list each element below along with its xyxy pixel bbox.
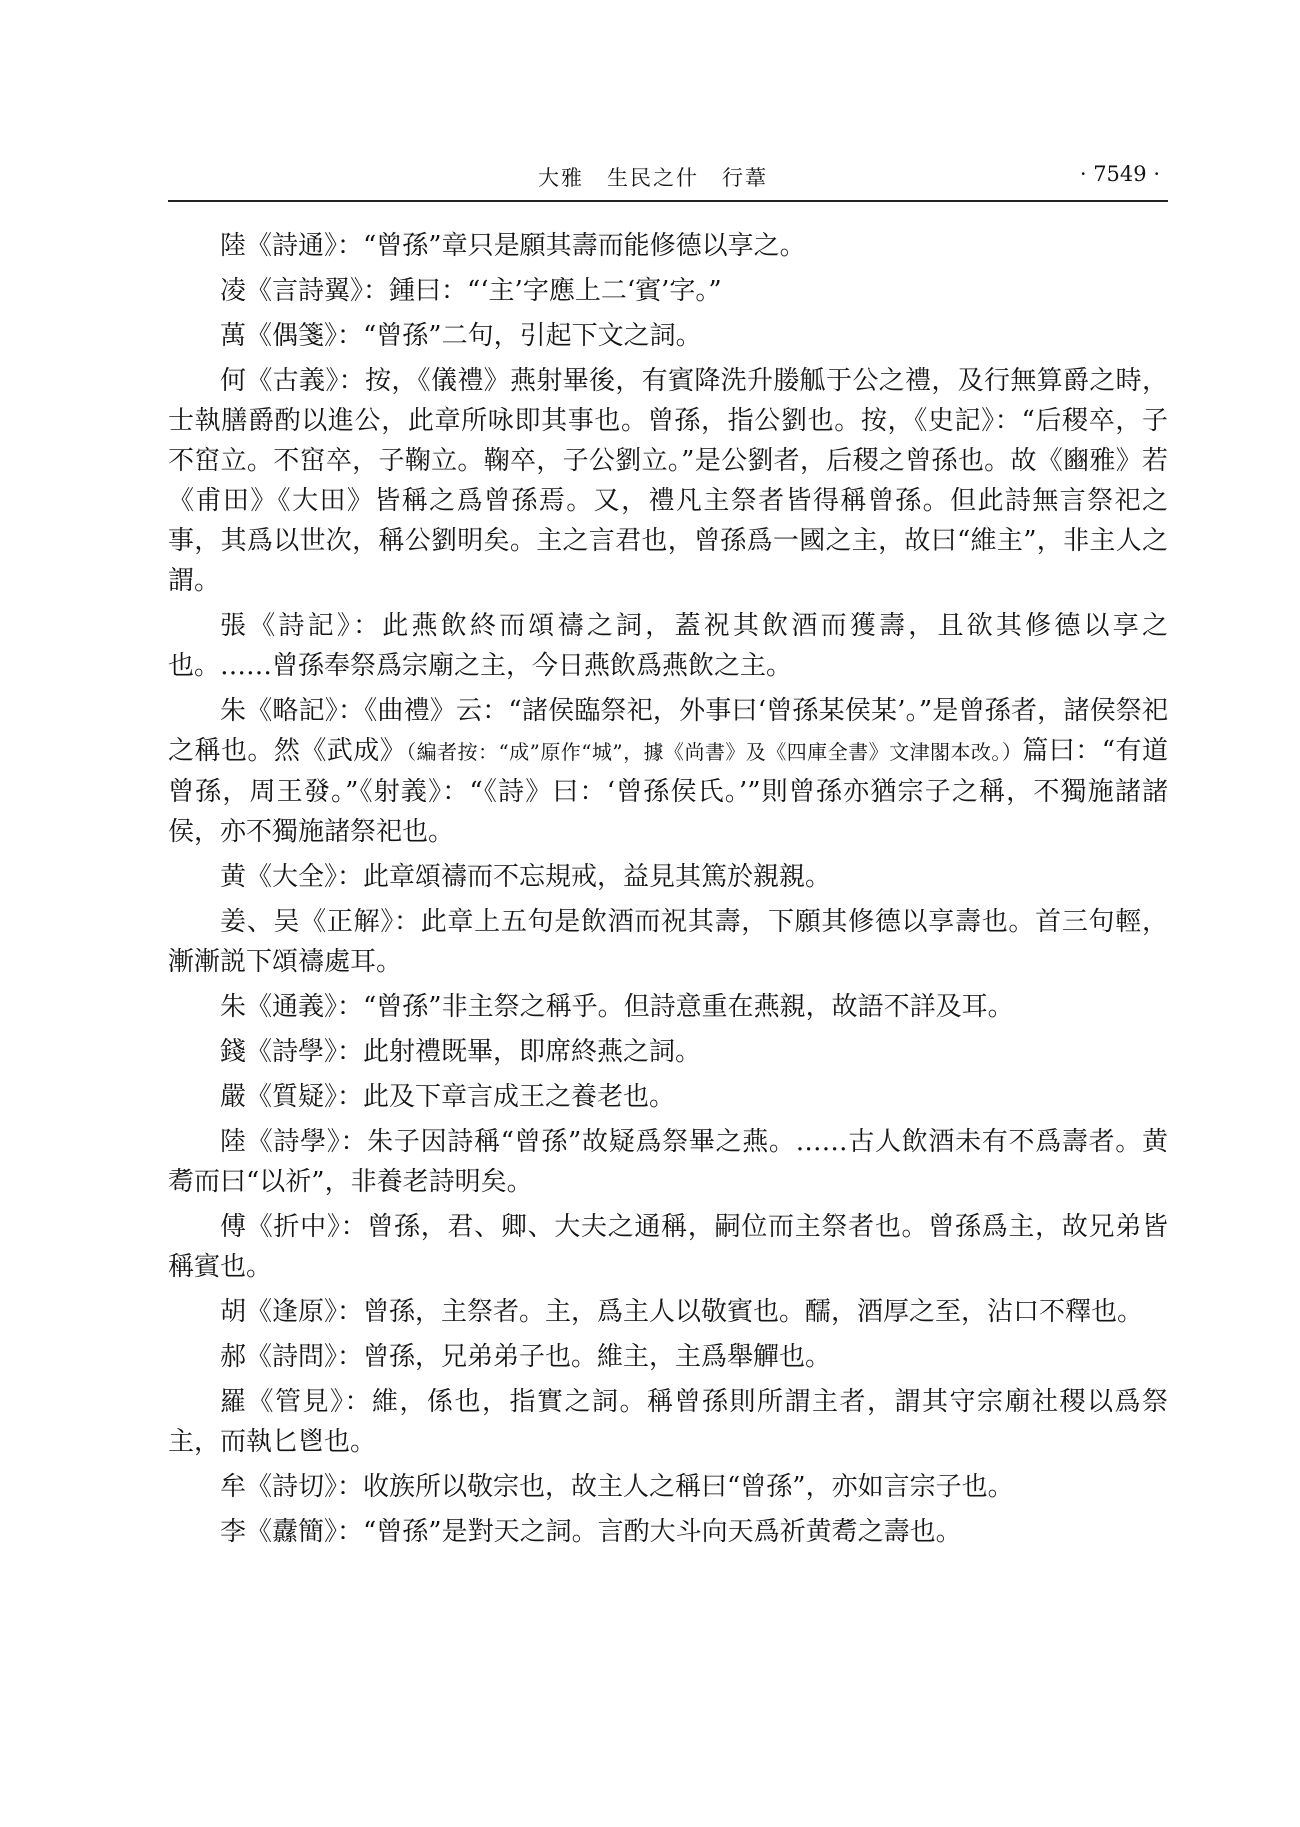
paragraph-text: 朱《略記》：《曲禮》云：“諸侯臨祭祀，外事曰‘曾孫某侯某’。”是曾孫者，諸侯祭祀之稱也。然《武成》 <box>168 696 1168 766</box>
commentary-paragraph: 何《古義》：按，《儀禮》燕射畢後，有賓降洗升媵觚于公之禮，及行無算爵之時，士執膳爵酌以進公，此章所咏即其事也。曾孫，指公劉也。按，《史記》：“后稷卒，子不窋立。不窋卒，子鞠立。鞠卒，子公劉立。”是公劉者，后稷之曾孫也。故《豳雅》若《甫田》《大田》皆稱之爲曾孫焉。又，禮凡主祭者皆得稱曾孫。但此詩無言祭祀之事，其爲以世次，稱公劉明矣。主之言君也，曾孫爲一國之主，故曰“維主”，非主人之謂。 <box>168 366 1168 596</box>
commentary-paragraph: 郝《詩問》：曾孫，兄弟弟子也。維主，主爲舉觶也。 <box>220 1342 832 1372</box>
running-header <box>168 162 1168 202</box>
commentary-paragraph: 黄《大全》：此章頌禱而不忘規戒，益見其篤於親親。 <box>220 862 832 892</box>
section-title: 大雅 生民之什 行葦 <box>538 166 768 190</box>
commentary-paragraph: 朱《通義》：“曾孫”非主祭之稱乎。但詩意重在燕親，故語不詳及耳。 <box>220 992 1014 1022</box>
header-rule <box>168 200 1168 202</box>
commentary-body <box>168 226 1168 1557</box>
page-number: · 7549 · <box>1079 162 1160 186</box>
commentary-paragraph: 羅《管見》：維，係也，指實之詞。稱曾孫則所謂主者，謂其守宗廟社稷以爲祭主，而執匕鬯也。 <box>168 1387 1168 1457</box>
commentary-paragraph: 陸《詩通》：“曾孫”章只是願其壽而能修德以享之。 <box>220 231 806 261</box>
commentary-paragraph: 傅《折中》：曾孫，君、卿、大夫之通稱，嗣位而主祭者也。曾孫爲主，故兄弟皆稱賓也。 <box>168 1212 1168 1282</box>
commentary-paragraph: 張《詩記》：此燕飲終而頌禱之詞，蓋祝其飲酒而獲壽，且欲其修德以享之也。……曾孫奉祭爲宗廟之主，今日燕飲爲燕飲之主。 <box>168 611 1168 681</box>
commentary-paragraph <box>168 691 1168 852</box>
commentary-paragraph: 姜、吴《正解》：此章上五句是飲酒而祝其壽，下願其修德以享壽也。首三句輕，漸漸説下頌禱處耳。 <box>168 907 1168 977</box>
commentary-paragraph: 錢《詩學》：此射禮既畢，即席終燕之詞。 <box>220 1037 702 1067</box>
commentary-paragraph: 李《纛簡》：“曾孫”是對天之詞。言酌大斗向天爲祈黄耈之壽也。 <box>220 1517 962 1547</box>
commentary-paragraph: 凌《言詩翼》：鍾曰：“‘主’字應上二‘賓’字。” <box>220 276 722 306</box>
commentary-paragraph: 牟《詩切》：收族所以敬宗也，故主人之稱曰“曾孫”，亦如言宗子也。 <box>220 1472 1014 1502</box>
commentary-paragraph: 胡《逢原》：曾孫，主祭者。主，爲主人以敬賓也。醹，酒厚之至，沾口不釋也。 <box>220 1297 1144 1327</box>
paragraph-text: 篇曰：“有道曾孫，周王發。”《射義》：“《詩》曰：‘曾孫侯氏。’”則曾孫亦猶宗子之稱，不獨施諸諸侯，亦不獨施諸祭祀也。 <box>168 736 1168 847</box>
commentary-paragraph: 萬《偶箋》：“曾孫”二句，引起下文之詞。 <box>220 321 702 351</box>
editor-note: （編者按：“成”原作“城”，據《尚書》及《四庫全書》文津閣本改。） <box>406 740 1023 764</box>
commentary-paragraph: 嚴《質疑》：此及下章言成王之養老也。 <box>220 1082 676 1112</box>
commentary-paragraph: 陸《詩學》：朱子因詩稱“曾孫”故疑爲祭畢之燕。……古人飲酒未有不爲壽者。黄耈而曰“以祈”，非養老詩明矣。 <box>168 1127 1168 1197</box>
